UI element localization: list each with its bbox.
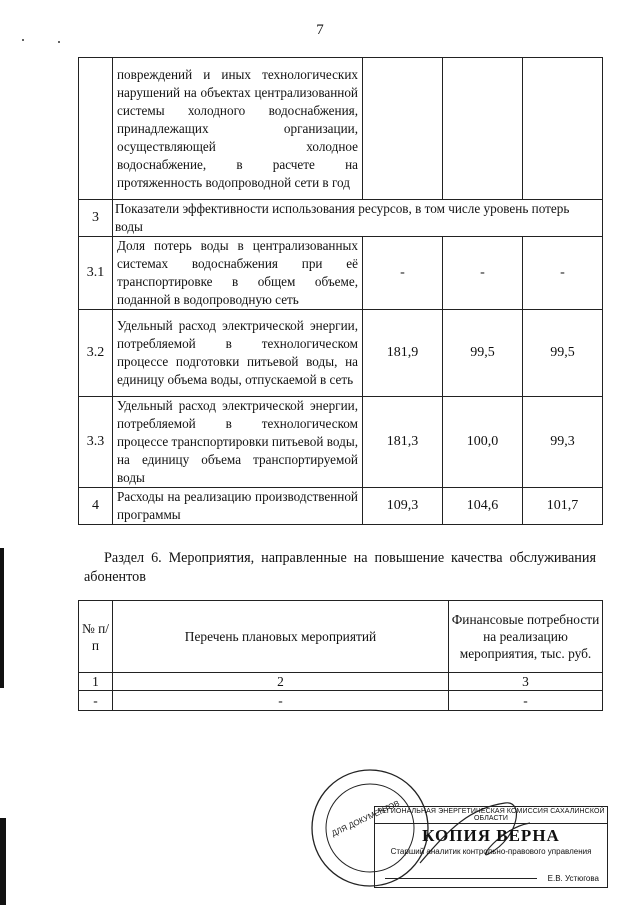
row-description: Показатели эффективности использования ресурсов, в том числе уровень потерь воды [113, 200, 603, 237]
row-description: Удельный расход электрической энергии, потребляемой в технологическом процессе транспортировки питьевой воды, на единицу объема транспортируемой воды [113, 397, 363, 488]
row-value-3: 101,7 [523, 488, 603, 525]
row-number: 3.1 [79, 237, 113, 310]
row-number: 4 [79, 488, 113, 525]
row-value-1: 181,3 [363, 397, 443, 488]
row-number: 3.2 [79, 310, 113, 397]
row-number: 3 [79, 200, 113, 237]
header-financing: Финансовые потребности на реализацию мероприятия, тыс. руб. [449, 601, 603, 673]
row-number: 3.3 [79, 397, 113, 488]
index-cell: 1 [79, 673, 113, 691]
index-cell: 2 [113, 673, 449, 691]
section-title: Раздел 6. Мероприятия, направленные на повышение качества обслуживания абонентов [84, 550, 596, 585]
row-description: Доля потерь воды в централизованных системах водоснабжения при её транспортировке в общем объеме, поданной в водопроводную сеть [113, 237, 363, 310]
row-value-3: 99,5 [523, 310, 603, 397]
header-number: № п/п [79, 601, 113, 673]
scan-edge-mark [0, 818, 6, 905]
data-cell: - [79, 691, 113, 711]
row-value-1 [363, 58, 443, 200]
table-row [79, 488, 603, 525]
row-value-2: - [443, 237, 523, 310]
row-value-3: 99,3 [523, 397, 603, 488]
scan-speck [22, 39, 24, 41]
table-row [79, 58, 603, 200]
row-value-1: 181,9 [363, 310, 443, 397]
scan-speck [58, 41, 60, 43]
indicators-table [78, 57, 603, 525]
row-description: Расходы на реализацию производственной программы [113, 488, 363, 525]
table-row [79, 397, 603, 488]
table-row [79, 237, 603, 310]
certified-copy-stamp [374, 806, 608, 888]
scan-edge-mark [0, 548, 4, 688]
data-cell: - [113, 691, 449, 711]
row-value-3: - [523, 237, 603, 310]
measures-table [78, 600, 603, 711]
table-row [79, 200, 603, 237]
row-value-2: 99,5 [443, 310, 523, 397]
table-row [79, 310, 603, 397]
row-value-2 [443, 58, 523, 200]
stamp-position: Старший аналитик контрольно-правового управления [390, 847, 592, 856]
row-number [79, 58, 113, 200]
seal-center-text: ДЛЯ ДОКУМЕНТОВ [330, 798, 402, 839]
stamp-title: КОПИЯ ВЕРНА [422, 826, 560, 845]
row-value-1: - [363, 237, 443, 310]
row-description: повреждений и иных технологических нарушений на объектах централизованной системы холодного водоснабжения, принадлежащих организации, осуществляющей холодное водоснабжение, в расчете на протяженность водопроводной сети в год [113, 58, 363, 200]
table-header-row [79, 601, 603, 673]
index-cell: 3 [449, 673, 603, 691]
stamp-signer: Е.В. Устюгова [547, 874, 599, 883]
data-cell: - [449, 691, 603, 711]
row-value-1: 109,3 [363, 488, 443, 525]
header-measures: Перечень плановых мероприятий [113, 601, 449, 673]
signature-line [385, 878, 537, 879]
table-index-row [79, 673, 603, 691]
stamp-organization: РЕГИОНАЛЬНАЯ ЭНЕРГЕТИЧЕСКАЯ КОМИССИЯ САХАЛИНСКОЙ ОБЛАСТИ [375, 807, 607, 824]
table-row [79, 691, 603, 711]
row-value-2: 100,0 [443, 397, 523, 488]
row-description: Удельный расход электрической энергии, потребляемой в технологическом процессе подготовки питьевой воды, на единицу объема воды, отпускаемой в сеть [113, 310, 363, 397]
row-value-3 [523, 58, 603, 200]
row-value-2: 104,6 [443, 488, 523, 525]
page-number: 7 [316, 22, 324, 38]
